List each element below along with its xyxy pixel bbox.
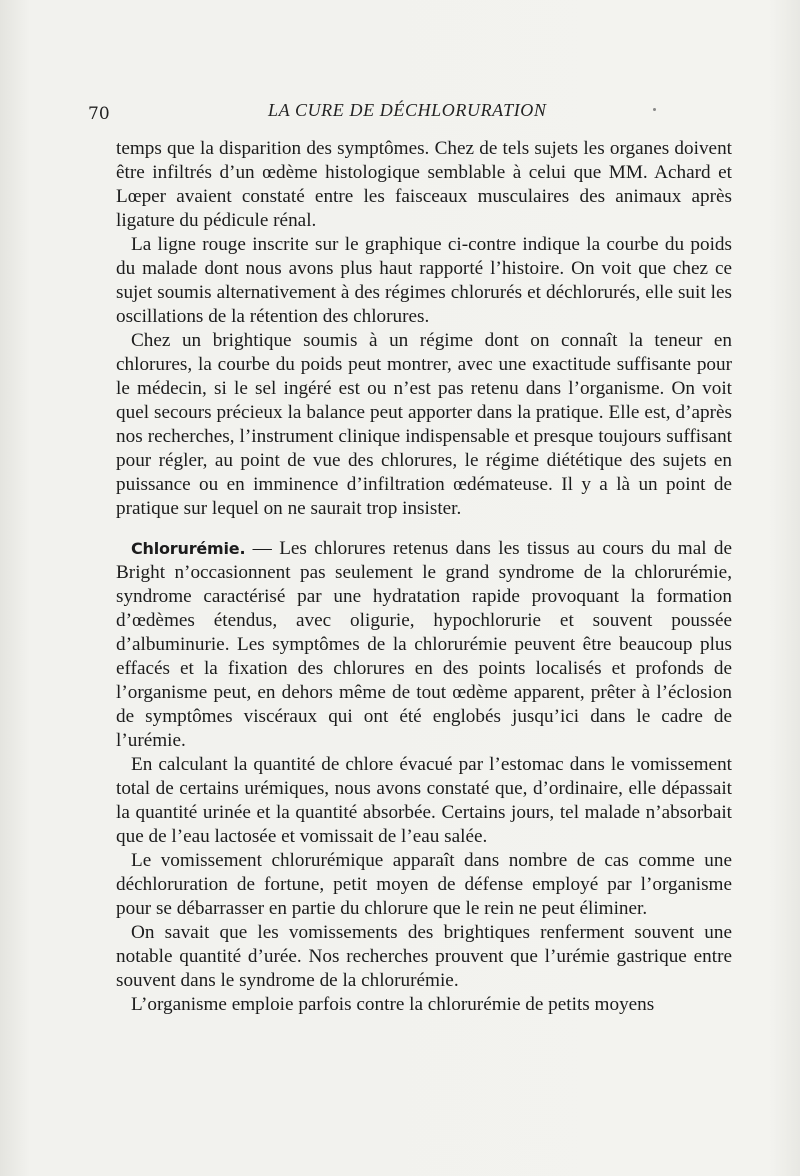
paper-speck <box>653 108 656 111</box>
paragraph-uree: On savait que les vomissements des brightiques renferment souvent une notable quantité d’urée. Nos recherches prouvent que l’urémie gastrique entre souvent dans le syndrome de la chlorurémie. <box>116 922 732 991</box>
paragraph-weight-curve: La ligne rouge inscrite sur le graphique ci-contre indique la courbe du poids du malade dont nous avons plus haut rapporté l’histoire. On voit que chez ce sujet soumis alternativement à des régimes chlorurés et déchlorurés, elle suit les oscillations de la rétention des chlorures. <box>116 234 732 327</box>
section-heading-text: — Les chlorures retenus dans les tissus au cours du mal de Bright n’occasionnent pas seulement le grand syndrome de la chlorurémie, syndrome caractérisé par une hydratation rapide provoquant la formation d’œdèmes étendus, avec oligurie, hypochlorurie et souvent poussée d’albuminurie. Les symptômes de la chlorurémie peuvent être beaucoup plus effacés et la fixation des chlorures en des points localisés et profonds de l’organisme peut, en dehors même de tout œdème apparent, prêter à l’éclosion de symptômes viscéraux qui ont été englobés jusqu’ici dans le cadre de l’urémie. <box>116 538 732 751</box>
section-heading: Chlorurémie. <box>131 539 246 558</box>
paragraph-chlorurémie <box>116 537 732 753</box>
paragraph-vomissement: Le vomissement chlorurémique apparaît dans nombre de cas comme une déchloruration de fortune, petit moyen de défense employé par l’organisme pour se débarrasser en partie du chlorure que le rein ne peut éliminer. <box>116 850 732 919</box>
paragraph-chlore-calculation: En calculant la quantité de chlore évacué par l’estomac dans le vomissement total de certains urémiques, nous avons constaté que, d’ordinaire, elle dépassait la quantité urinée et la quantité absorbée. Certains jours, tel malade n’absorbait que de l’eau lactosée et vomissait de l’eau salée. <box>116 754 732 847</box>
page-number: 70 <box>88 104 110 124</box>
body-text <box>116 137 732 1017</box>
running-title: LA CURE DE DÉCHLORURATION <box>268 100 547 120</box>
paragraph-brightique-balance: Chez un brightique soumis à un régime dont on connaît la teneur en chlorures, la courbe du poids peut montrer, avec une exactitude suffisante pour le médecin, si le sel ingéré est ou n’est pas retenu dans l’organisme. On voit quel secours précieux la balance peut apporter dans la pratique. Elle est, d’après nos recherches, l’instrument clinique indispensable et presque toujours suffisant pour régler, au point de vue des chlorures, le régime diététique des sujets en puissance ou en imminence d’infiltration œdémateuse. Il y a là un point de pratique sur lequel on ne saurait trop insister. <box>116 330 732 519</box>
paragraph-continuation: temps que la disparition des symptômes. Chez de tels sujets les organes doivent être infiltrés d’un œdème histologique semblable à celui que MM. Achard et Lœper avaient constaté entre les faisceaux musculaires des animaux après ligature du pédicule rénal. <box>116 138 732 231</box>
paragraph-organisme: L’organisme emploie parfois contre la chlorurémie de petits moyens <box>131 994 655 1015</box>
